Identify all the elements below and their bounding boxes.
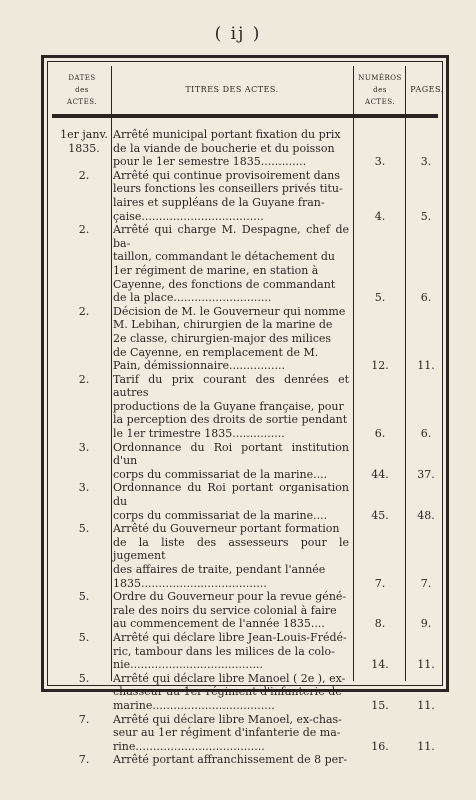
header-rule: [52, 114, 438, 118]
header-pages: PAGES.: [410, 85, 444, 94]
table-row: [44, 128, 452, 169]
row-page: 37.: [417, 467, 435, 481]
row-title-line: Tarif du prix courant des denrées et autres: [113, 372, 349, 400]
header-dates: [54, 72, 110, 108]
row-date: 5.: [78, 522, 90, 536]
row-title-line: Arrêté qui déclare libre Jean-Louis-Frédé-: [113, 630, 347, 644]
row-title: [113, 713, 349, 754]
table-row: [44, 590, 452, 631]
header-numeros-des: des: [373, 86, 387, 94]
row-title-line: Ordonnance du Roi portant organisation du: [113, 481, 349, 509]
row-page: 6.: [420, 291, 432, 305]
row-date: 7.: [78, 753, 90, 767]
row-date: 5.: [78, 590, 90, 604]
row-title-line: taillon, commandant le détachement du: [113, 250, 335, 264]
row-title-line: rine.....................................: [113, 739, 265, 753]
row-date: 1er janv. 1835.: [60, 128, 108, 155]
row-date: 2.: [78, 304, 90, 318]
row-title: [113, 753, 349, 767]
row-title-line: au commencement de l'année 1835....: [113, 617, 325, 631]
row-number: 45.: [371, 508, 389, 522]
header-numeros-label: NUMÉROS: [358, 74, 402, 82]
row-title-line: Arrêté municipal portant fixation du prix: [113, 128, 341, 141]
row-number: 7.: [374, 576, 386, 590]
row-date: 2.: [78, 168, 90, 182]
row-title-line: chasseur au 1er régiment d'infanterie de: [113, 685, 342, 699]
row-page: 11.: [417, 359, 435, 373]
row-date: 3.: [78, 440, 90, 454]
row-number: 4.: [374, 209, 386, 223]
table-row: [44, 441, 452, 482]
row-title-line: de la place............................: [113, 291, 272, 305]
row-date: 7.: [78, 712, 90, 726]
row-title-line: le 1er trimestre 1835...............: [113, 427, 285, 441]
row-page: 11.: [417, 739, 435, 753]
row-title-line: çaise...................................: [113, 209, 264, 223]
row-date: 2.: [78, 223, 90, 237]
table-row: [44, 481, 452, 522]
row-number: 6.: [374, 427, 386, 441]
row-title-line: corps du commissariat de la marine....: [113, 467, 328, 481]
table-row: [44, 672, 452, 713]
row-number: 3.: [374, 155, 386, 169]
row-number: 44.: [371, 467, 389, 481]
table-body: [44, 128, 452, 767]
header-dates-actes: ACTES.: [67, 98, 97, 106]
row-title-line: Décision de M. le Gouverneur qui nomme: [113, 304, 346, 318]
header-titres: TITRES DES ACTES.: [185, 85, 279, 94]
row-page: 7.: [420, 576, 432, 590]
row-title-line: de la liste des assesseurs pour le jugement: [113, 535, 349, 563]
row-title-line: rale des noirs du service colonial à faire: [113, 603, 337, 617]
table-row: [44, 223, 452, 305]
row-date: 2.: [78, 372, 90, 386]
row-title-line: Arrêté du Gouverneur portant formation: [113, 522, 340, 536]
row-title-line: de la viande de boucherie et du poisson: [113, 141, 335, 155]
row-title: [113, 305, 349, 373]
row-page: 11.: [417, 658, 435, 672]
row-number: 16.: [371, 739, 389, 753]
row-title: [113, 590, 349, 631]
row-title-line: laires et suppléans de la Guyane fran-: [113, 195, 325, 209]
page-number: ( ij ): [214, 24, 262, 44]
row-title: [113, 373, 349, 441]
row-page: 48.: [417, 508, 435, 522]
row-page: 3.: [420, 155, 432, 169]
row-title-line: de Cayenne, en remplacement de M.: [113, 345, 319, 359]
table-row: [44, 169, 452, 223]
row-title-line: la perception des droits de sortie pendant: [113, 413, 348, 427]
row-title-line: 2e classe, chirurgien-major des milices: [113, 331, 332, 345]
row-title-line: Ordre du Gouverneur pour la revue géné-: [113, 590, 347, 604]
row-title-line: pour le 1er semestre 1835.............: [113, 155, 307, 169]
row-title-line: ric, tambour dans les milices de la colo-: [113, 644, 335, 658]
row-title: [113, 672, 349, 713]
row-number: 15.: [371, 698, 389, 712]
row-title-line: Arrêté qui charge M. Despagne, chef de ba-: [113, 223, 349, 250]
row-title-line: Pain, démissionnaire................: [113, 359, 285, 373]
row-title-line: Arrêté qui déclare libre Manoel, ex-chas-: [113, 712, 342, 726]
row-title: [113, 522, 349, 590]
row-number: 5.: [374, 291, 386, 305]
table-row: [44, 713, 452, 754]
row-title-line: Arrêté qui déclare libre Manoel ( 2e ), ex-: [113, 671, 346, 685]
row-title-line: Cayenne, des fonctions de commandant: [113, 277, 336, 291]
row-title: [113, 441, 349, 482]
row-title-line: 1er régiment de marine, en station à: [113, 263, 319, 277]
row-title-line: seur au 1er régiment d'infanterie de ma-: [113, 726, 341, 740]
row-title-line: M. Lebihan, chirurgien de la marine de: [113, 318, 333, 332]
row-number: 12.: [371, 359, 389, 373]
table-row: [44, 631, 452, 672]
table-frame: [41, 55, 449, 767]
row-page: 9.: [420, 617, 432, 631]
row-date: 5.: [78, 630, 90, 644]
row-title: [113, 223, 349, 305]
row-title: [113, 169, 349, 223]
row-title: [113, 631, 349, 672]
row-number: 8.: [374, 617, 386, 631]
row-title-line: corps du commissariat de la marine....: [113, 508, 328, 522]
row-page: 6.: [420, 427, 432, 441]
row-number: 14.: [371, 658, 389, 672]
table-row: [44, 305, 452, 373]
row-title-line: nie......................................: [113, 658, 263, 672]
table-row: [44, 522, 452, 590]
table-row: [44, 373, 452, 441]
row-title-line: 1835....................................: [113, 576, 267, 590]
row-page: 11.: [417, 698, 435, 712]
row-title-line: leurs fonctions les conseillers privés titu-: [113, 182, 343, 196]
header-dates-des: des: [75, 86, 89, 94]
row-title: [113, 481, 349, 522]
row-title-line: marine...................................: [113, 698, 275, 712]
row-title-line: productions de la Guyane française, pour: [113, 399, 344, 413]
row-date: 5.: [78, 671, 90, 685]
header-numeros: [355, 72, 405, 108]
header-dates-label: DATES: [68, 74, 96, 82]
row-title-line: Ordonnance du Roi portant institution d'un: [113, 440, 349, 468]
row-title-line: des affaires de traite, pendant l'année: [113, 563, 326, 576]
row-title-line: Arrêté qui continue provisoirement dans: [113, 168, 340, 182]
header-numeros-actes: ACTES.: [365, 98, 395, 106]
row-title: [113, 128, 349, 169]
row-date: 3.: [78, 481, 90, 495]
row-page: 5.: [420, 209, 432, 223]
table-row: [44, 753, 452, 767]
row-title-line: Arrêté portant affranchissement de 8 per-: [113, 753, 348, 767]
